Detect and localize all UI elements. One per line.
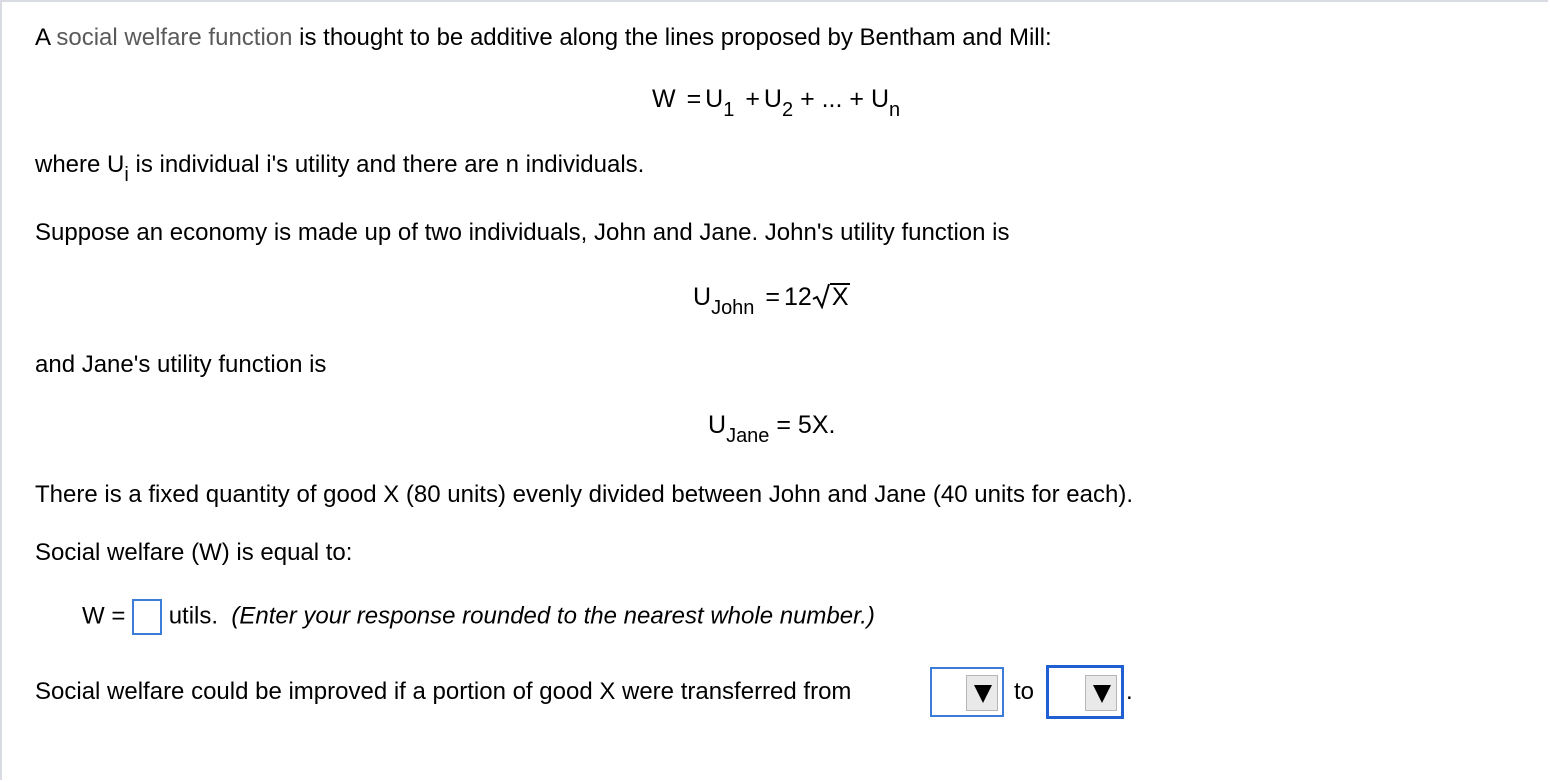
eq-un-sub: n — [889, 99, 901, 121]
transfer-period: . — [1126, 678, 1133, 705]
suppose-text: Suppose an economy is made up of two individuals, John and Jane. John's utility function is — [35, 219, 1010, 246]
dropdown-arrow-button[interactable] — [1085, 675, 1117, 711]
where-suffix: is individual i's utility and there are n individuals. — [128, 151, 645, 178]
eq-u2-sub: 2 — [781, 99, 794, 121]
eq-ellipsis: + ... + — [800, 85, 864, 113]
welfare-answer-input[interactable] — [132, 599, 162, 635]
chevron-down-icon — [1093, 685, 1111, 703]
jane-u: U — [708, 411, 727, 439]
transfer-to-dropdown[interactable] — [1046, 665, 1124, 719]
answer-instruction: (Enter your response rounded to the nearest whole number.) — [231, 602, 875, 630]
eq-u1: U — [705, 85, 724, 113]
eq-equals: = — [686, 85, 702, 113]
jane-intro-text: and Jane's utility function is — [35, 351, 327, 378]
intro-text — [35, 26, 1052, 50]
sqrt-symbol — [812, 283, 850, 310]
john-utility-equation — [693, 283, 850, 319]
transfer-text: Social welfare could be improved if a portion of good X were transferred from — [35, 678, 852, 705]
chevron-down-icon — [974, 685, 992, 703]
transfer-to-label: to — [1014, 678, 1035, 705]
dropdown-arrow-button[interactable] — [966, 675, 998, 711]
intro-suffix: is thought to be additive along the lines proposed by Bentham and Mill: — [292, 24, 1052, 51]
eq-un: U — [870, 85, 890, 113]
welfare-equation — [652, 85, 901, 121]
john-equals: = — [765, 283, 780, 311]
answer-label: W = — [82, 602, 126, 630]
eq-w: W — [652, 85, 676, 113]
where-text — [35, 151, 645, 186]
jane-sub: Jane — [726, 425, 770, 447]
transfer-from-dropdown[interactable] — [930, 667, 1004, 717]
where-prefix: where U — [35, 151, 125, 178]
intro-prefix: A — [35, 24, 57, 51]
answer-row — [82, 599, 875, 635]
eq-plus: + — [745, 85, 760, 113]
social-welfare-prompt: Social welfare (W) is equal to: — [35, 539, 353, 566]
radical-sign-icon — [812, 283, 830, 309]
john-coefficient: 12 — [784, 283, 812, 311]
eq-u2: U — [763, 85, 782, 113]
social-welfare-function-link[interactable]: social welfare function — [56, 24, 293, 51]
jane-rhs: = 5X. — [776, 411, 836, 439]
jane-utility-equation — [708, 411, 836, 447]
john-u: U — [693, 283, 712, 311]
fixed-quantity-text: There is a fixed quantity of good X (80 units) evenly divided between John and Jane (40 units for each). — [35, 481, 1133, 508]
john-sub: John — [711, 297, 755, 319]
john-radicand: X — [831, 283, 849, 311]
eq-u1-sub: 1 — [723, 99, 735, 121]
answer-units: utils. — [168, 602, 219, 630]
where-sub: i — [124, 164, 129, 186]
